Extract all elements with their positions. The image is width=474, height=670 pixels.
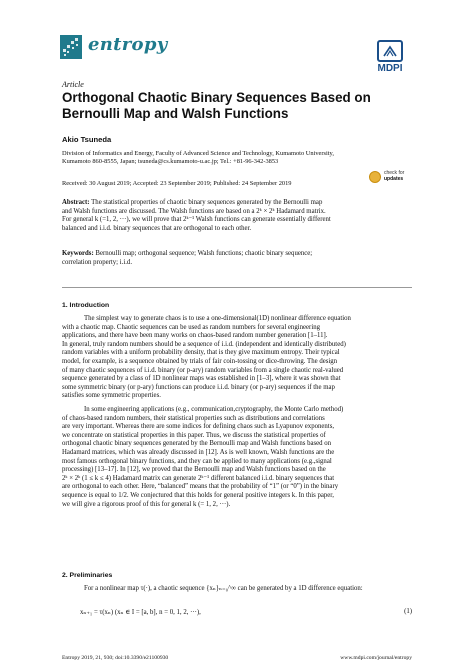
intro-p2-line: of chaos-based random numbers, their statistical properties such as distributions and correlations: [62, 414, 325, 422]
intro-p1-line: The simplest way to generate chaos is to use a one-dimensional(1D) nonlinear difference equation: [84, 315, 351, 322]
entropy-logo-icon: [60, 35, 82, 59]
intro-p2-line: are very important. Whereas there are some indices for defining chaos such as Lyapunov exponents,: [62, 423, 335, 431]
abstract: [62, 199, 412, 233]
intro-p2-line: Hadamard matrices, which was already discussed in [12]. As is well known, Walsh functions are the: [62, 448, 335, 456]
section-divider: [62, 287, 412, 288]
check-updates-icon: [369, 171, 381, 183]
intro-p2-line: most famous orthogonal binary functions, and they can be applied to many applications (e.g.,signal: [62, 457, 332, 465]
equation-number: (1): [404, 608, 412, 615]
affiliation-line-2: Kumamoto 860-8555, Japan; tsuneda@cs.kumamoto-u.ac.jp; Tel.: +81-96-342-3853: [62, 158, 279, 166]
footer-journal-link[interactable]: www.mdpi.com/journal/entropy: [340, 655, 412, 661]
keywords-line-2: correlation property; i.i.d.: [62, 258, 133, 266]
intro-p1-line: applications, and there have been many works on chaos-based random number generation [1–11].: [62, 332, 328, 340]
mdpi-badge-icon: [377, 40, 403, 62]
article-dates: Received: 30 August 2019; Accepted: 23 September 2019; Published: 24 September 2019: [62, 180, 292, 187]
intro-p1-line: sequence generated by a class of 1D nonlinear maps was established in [1–3], where it was shown that: [62, 375, 341, 383]
intro-p1-line: with a chaotic map. Chaotic sequences can be used as random numbers for several engineering: [62, 323, 320, 331]
article-title: [62, 90, 422, 122]
mdpi-logo: [377, 40, 403, 74]
intro-p1-line: satisfies some symmetric properties.: [62, 392, 161, 400]
title-line-1: Orthogonal Chaotic Binary Sequences Based on: [62, 90, 371, 105]
journal-name: entropy: [88, 34, 168, 55]
title-line-2: Bernoulli Map and Walsh Functions: [62, 106, 289, 121]
intro-p1-line: some symmetric binary (or p-ary) functions can produce i.i.d. binary (or p-ary) sequences if the map: [62, 383, 335, 391]
check-updates-line2: updates: [384, 176, 404, 182]
intro-p2-line: are orthogonal to each other. Here, “balanced” means that the probability of “1” (or “0”) in the binary: [62, 483, 339, 491]
intro-p1-line: random variables with a uniform probability density, that is they give maximum entropy. Their typical: [62, 349, 340, 357]
publisher-name: MDPI: [377, 63, 403, 74]
check-updates-line1: check for: [384, 170, 405, 177]
abstract-line-3: For general k (=1, 2, ···), we will prove that 2ᵏ⁻¹ Walsh functions can generate essentially different: [62, 216, 331, 224]
footer-citation: Entropy 2019, 21, 930; doi:10.3390/e21100930: [62, 655, 169, 661]
section-2-heading: 2. Preliminaries: [62, 572, 113, 579]
intro-p2-line: In some engineering applications (e.g., communication,cryptography, the Monte Carlo method): [84, 406, 344, 413]
abstract-line-1: The statistical properties of chaotic binary sequences generated by the Bernoulli map: [91, 199, 323, 206]
intro-p1-line: model, for example, is a sequence obtained by trials of fair coin-tossing or dice-throwing. The design: [62, 357, 338, 365]
abstract-line-2: and Walsh functions are discussed. The Walsh functions are based on a 2ᵏ × 2ᵏ Hadamard matrix.: [62, 207, 326, 215]
intro-paragraph-1: [62, 315, 412, 401]
intro-p2-line: processing) [13–17]. In [12], we proved that the Bernoulli map and Walsh functions based on the: [62, 466, 326, 474]
intro-p2-line: sequence is equal to 1/2. We conjectured that this holds for general positive integers k. In this paper,: [62, 491, 334, 499]
intro-p1-line: of many chaotic sequences of i.i.d. binary (or p-ary) random variables from a single chaotic real-valued: [62, 366, 344, 374]
intro-paragraph-2: [62, 406, 412, 509]
intro-p2-line: we will give a rigorous proof of this for general k (= 1, 2, ···).: [62, 500, 231, 508]
intro-p2-line: orthogonal chaotic binary sequences generated by the Bernoulli map and Walsh functions based on: [62, 440, 332, 448]
keywords-line-1: Bernoulli map; orthogonal sequence; Walsh functions; chaotic binary sequence;: [95, 250, 313, 257]
section-1-heading: 1. Introduction: [62, 302, 110, 309]
keywords: [62, 250, 412, 267]
equation-1: [62, 608, 412, 616]
article-type: Article: [62, 80, 84, 89]
abstract-label: Abstract:: [62, 199, 90, 206]
intro-p2-line: we concentrate on statistical properties in this paper. Thus, we discuss the statistical properties of: [62, 431, 326, 439]
intro-p2-line: 2ᵏ × 2ᵏ (1 ≤ k ≤ 4) Hadamard matrix can generate 2ᵏ⁻¹ different balanced i.i.d. binary sequences that: [62, 474, 335, 482]
check-for-updates-button[interactable]: [369, 171, 404, 183]
abstract-line-4: balanced and i.i.d. binary sequences that are orthogonal to each other.: [62, 224, 252, 232]
affiliation-line-1: Division of Informatics and Energy, Faculty of Advanced Science and Technology, Kumamoto University,: [62, 150, 334, 157]
intro-p1-line: In general, truly random numbers should be a sequence of i.i.d. (independent and identically distributed): [62, 340, 346, 348]
author-name: Akio Tsuneda: [62, 135, 112, 144]
equation-body: xₙ₊₁ = τ(xₙ) (xₙ ∈ I = [a, b], n = 0, 1, 2, ···),: [80, 609, 201, 616]
affiliation: [62, 150, 412, 167]
keywords-label: Keywords:: [62, 250, 94, 257]
prelim-paragraph: For a nonlinear map τ(·), a chaotic sequence {xₙ}ₙ₌₀^∞ can be generated by a 1D difference equation:: [84, 585, 363, 592]
